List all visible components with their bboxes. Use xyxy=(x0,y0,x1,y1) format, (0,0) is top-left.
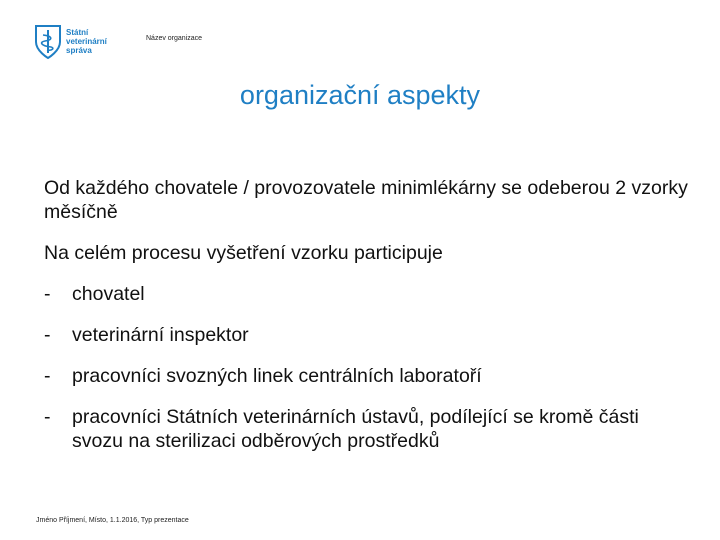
list-item xyxy=(44,405,694,453)
bullet-text: chovatel xyxy=(72,283,145,305)
list-item xyxy=(44,282,694,306)
bullet-dash: - xyxy=(44,324,51,346)
slide-content xyxy=(44,176,694,470)
bullet-dash: - xyxy=(44,406,51,428)
bullet-dash: - xyxy=(44,283,51,305)
bullet-text: veterinární inspektor xyxy=(72,324,249,346)
logo xyxy=(33,24,143,62)
list-item xyxy=(44,364,694,388)
logo-line-1: Státní xyxy=(66,28,89,37)
paragraph: Od každého chovatele / provozovatele minimlékárny se odeberou 2 vzorky měsíčně xyxy=(44,177,688,223)
slide-title: organizační aspekty xyxy=(239,80,481,110)
logo-line-2: veterinární xyxy=(66,37,107,46)
logo-text xyxy=(66,28,107,55)
paragraph: Na celém procesu vyšetření vzorku participuje xyxy=(44,242,443,264)
svs-logo-icon xyxy=(33,24,63,60)
bullet-dash: - xyxy=(44,365,51,387)
logo-line-3: správa xyxy=(66,46,92,55)
list-item xyxy=(44,323,694,347)
bullet-text: pracovníci svozných linek centrálních laboratoří xyxy=(72,365,482,387)
organization-name: Název organizace xyxy=(146,35,203,42)
footer-text: Jméno Příjmení, Místo, 1.1.2016, Typ prezentace xyxy=(36,517,189,524)
bullet-text: pracovníci Státních veterinárních ústavů, podílející se kromě části svozu na sterilizaci odběrových prostředků xyxy=(72,406,639,452)
